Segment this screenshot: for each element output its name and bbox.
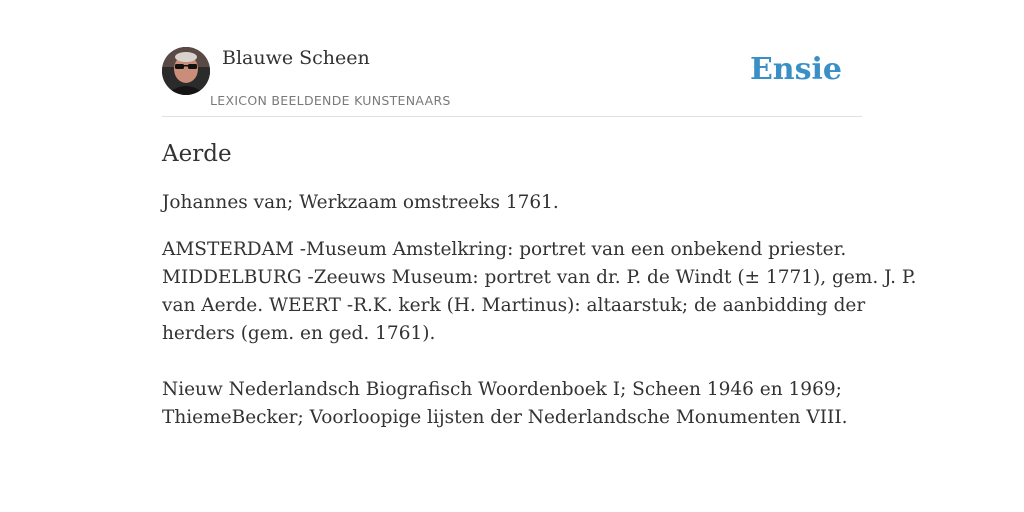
entry-name-line: Johannes van; Werkzaam omstreeks 1761.	[162, 192, 559, 213]
avatar[interactable]	[162, 47, 210, 95]
entry-body-line: MIDDELBURG -Zeeuws Museum: portret van dr. P. de Windt (± 1771), gem. J. P.	[162, 267, 917, 288]
entry-content	[162, 138, 917, 432]
author-name[interactable]: Blauwe Scheen	[222, 47, 370, 69]
entry-source-line: ThiemeBecker; Voorloopige lijsten der Nederlandsche Monumenten VIII.	[162, 407, 848, 428]
entry-body	[162, 236, 917, 348]
avatar-portrait-icon	[162, 47, 210, 95]
entry-body-line: van Aerde. WEERT -R.K. kerk (H. Martinus): altaarstuk; de aanbidding der	[162, 295, 866, 316]
lexicon-subtitle[interactable]: LEXICON BEELDENDE KUNSTENAARS	[210, 93, 451, 108]
entry-title: Aerde	[162, 141, 232, 167]
entry-source-line: Nieuw Nederlandsch Biografisch Woordenboek I; Scheen 1946 en 1969;	[162, 379, 842, 400]
header	[162, 46, 862, 117]
ensie-logo-link[interactable]: Ensie	[749, 52, 842, 87]
entry-body-line: herders (gem. en ged. 1761).	[162, 323, 436, 344]
entry-body-line: AMSTERDAM -Museum Amstelkring: portret van een onbekend priester.	[162, 239, 847, 260]
entry-sources	[162, 376, 862, 432]
